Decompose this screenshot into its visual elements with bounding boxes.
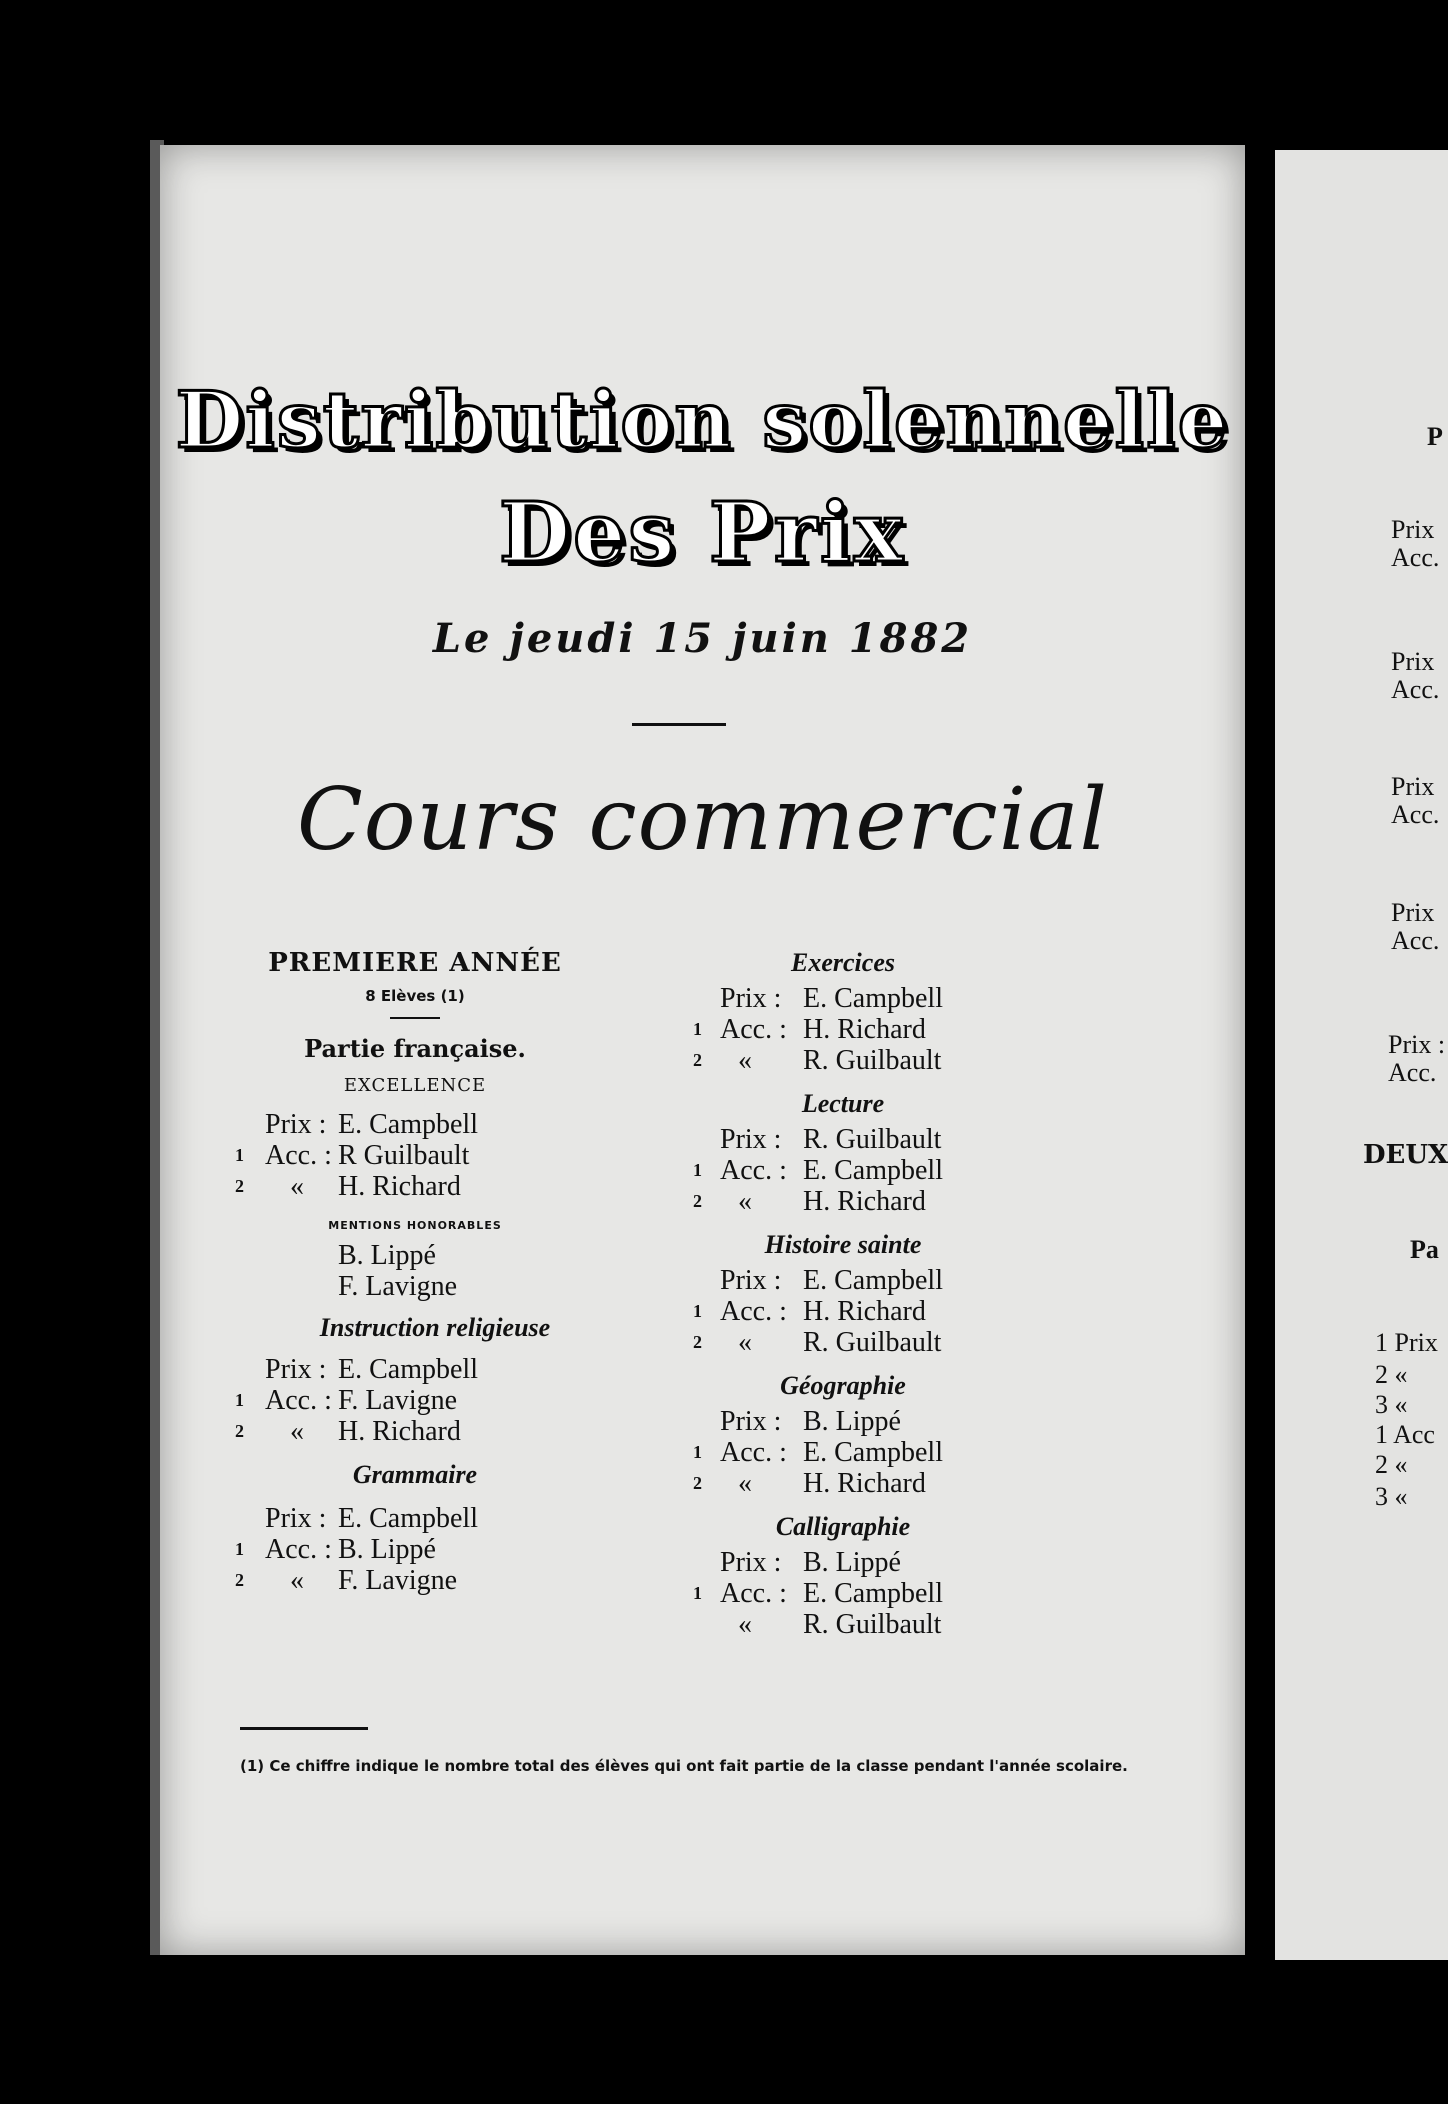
- next-page-fragment: [1275, 150, 1448, 1960]
- students-count: 8 Elèves (1): [365, 987, 465, 1005]
- fragment-text: 3 «: [1375, 1482, 1408, 1511]
- list-item: 2 « H. Richard: [693, 1186, 926, 1217]
- fragment-text: Pa: [1410, 1235, 1439, 1264]
- list-item: Prix : E. Campbell: [265, 1354, 478, 1385]
- grammaire-heading: Grammaire: [352, 1460, 478, 1489]
- list-item: 2 « R. Guilbault: [693, 1327, 942, 1358]
- list-item: 2 « H. Richard: [235, 1171, 461, 1202]
- mentions-heading: MENTIONS HONORABLES: [328, 1219, 502, 1232]
- fragment-text: 1 Acc: [1375, 1420, 1435, 1449]
- title-line-1: Distribution solennelle: [175, 375, 1230, 466]
- excellence-heading: EXCELLENCE: [343, 1075, 487, 1096]
- document-page: [160, 145, 1245, 1955]
- short-divider: [390, 1017, 440, 1019]
- right-column: [693, 943, 993, 1648]
- mention-name: F. Lavigne: [338, 1271, 458, 1302]
- list-item: 1 Acc. : B. Lippé: [235, 1534, 436, 1565]
- list-item: Prix : E. Campbell: [720, 983, 943, 1014]
- list-item: 2 « F. Lavigne: [235, 1565, 458, 1596]
- year-heading: PREMIERE ANNÉE: [268, 948, 562, 978]
- part-heading: Partie française.: [304, 1034, 526, 1063]
- list-item: Prix : E. Campbell: [265, 1503, 478, 1534]
- list-item: 1 Acc. : R Guilbault: [235, 1140, 470, 1171]
- list-item: 1 Acc. : E. Campbell: [693, 1155, 943, 1186]
- instruction-heading: Instruction religieuse: [319, 1313, 551, 1342]
- fragment-text: 1 Prix: [1375, 1328, 1438, 1357]
- list-item: 1 Acc. : E. Campbell: [693, 1578, 943, 1609]
- date-line: Le jeudi 15 juin 1882: [432, 615, 973, 662]
- fragment-text: DEUX: [1363, 1140, 1448, 1170]
- fragment-text: 2 «: [1375, 1360, 1408, 1389]
- fragment-text: Prix: [1391, 647, 1435, 676]
- fragment-text: 3 «: [1375, 1390, 1408, 1419]
- section-heading: Calligraphie: [775, 1512, 911, 1541]
- section-heading: Histoire sainte: [764, 1230, 922, 1259]
- list-item: 1 Acc. : F. Lavigne: [235, 1385, 458, 1416]
- fragment-text: Acc.: [1391, 926, 1440, 955]
- list-item: Prix : B. Lippé: [720, 1406, 901, 1437]
- fragment-text: Prix :: [1388, 1030, 1446, 1059]
- fragment-text: Acc.: [1391, 543, 1440, 572]
- fragment-text: Acc.: [1391, 675, 1440, 704]
- list-item: 2 « H. Richard: [693, 1468, 926, 1499]
- section-heading: Lecture: [801, 1089, 885, 1118]
- list-item: Prix : R. Guilbault: [720, 1124, 942, 1155]
- left-column: [235, 945, 595, 1596]
- list-item: « R. Guilbault: [738, 1609, 942, 1640]
- section-heading: Géographie: [780, 1371, 906, 1400]
- list-item: 1 Acc. : H. Richard: [693, 1014, 926, 1045]
- list-item: 2 « R. Guilbault: [693, 1045, 942, 1076]
- fragment-text: Acc.: [1388, 1058, 1437, 1087]
- footnote-divider: [240, 1727, 368, 1730]
- fragment-text: Prix: [1391, 772, 1435, 801]
- footnote: (1) Ce chiffre indique le nombre total des élèves qui ont fait partie de la classe pendant l'année scolaire.: [240, 1757, 1128, 1775]
- list-item: Prix : E. Campbell: [265, 1109, 478, 1140]
- fragment-text: Acc.: [1391, 800, 1440, 829]
- divider: [632, 723, 726, 726]
- list-item: 2 « H. Richard: [235, 1416, 461, 1447]
- list-item: 1 Acc. : E. Campbell: [693, 1437, 943, 1468]
- fragment-text: Prix: [1391, 515, 1435, 544]
- list-item: Prix : B. Lippé: [720, 1547, 901, 1578]
- section-heading: Exercices: [791, 948, 895, 977]
- fragment-text: 2 «: [1375, 1450, 1408, 1479]
- list-item: Prix : E. Campbell: [720, 1265, 943, 1296]
- course-title: Cours commercial: [296, 770, 1109, 870]
- fragment-text: P: [1427, 422, 1443, 451]
- list-item: 1 Acc. : H. Richard: [693, 1296, 926, 1327]
- title-line-2: Des Prix: [499, 485, 906, 581]
- mention-name: B. Lippé: [338, 1240, 436, 1271]
- fragment-text: Prix: [1391, 898, 1435, 927]
